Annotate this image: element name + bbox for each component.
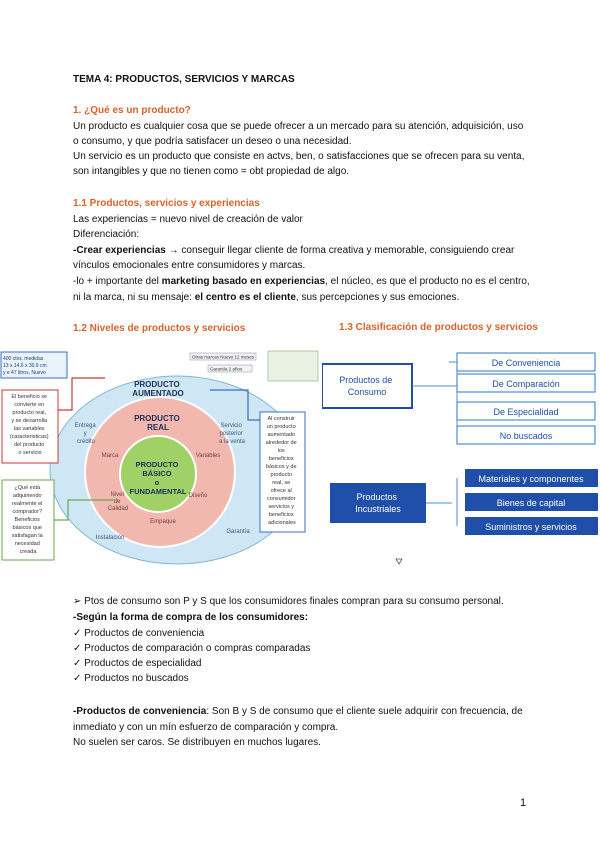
- svg-text:No buscados: No buscados: [499, 431, 553, 441]
- tag-text: Garantía 2 años: [210, 366, 243, 372]
- consumer-products-intro: ➢ Ptos de consumo son P y S que los consumidores finales compran para su consumo personal.: [73, 596, 504, 607]
- section-1-1-heading: 1.1 Productos, servicios y experiencias: [73, 198, 260, 209]
- paragraph-line: Las experiencias = nuevo nivel de creación de valor: [73, 214, 303, 225]
- section-1-heading: 1. ¿Qué es un producto?: [73, 105, 191, 116]
- label-diseno: Diseño: [188, 493, 208, 499]
- note-right-blue-text: Al construir un producto aumentado alrededor de los beneficios básicos y de producto real, se ofrece al consumidor servicios y beneficios adicionales: [265, 416, 297, 526]
- emphasis: marketing basado en experiencias: [161, 276, 326, 287]
- consumo-item: [457, 426, 595, 444]
- core-product-label: PRODUCTO BÁSICO o FUNDAMENTAL: [129, 460, 187, 496]
- label-empaque: Empaque: [150, 519, 176, 525]
- section-1-3-heading: 1.3 Clasificación de productos y servicios: [339, 322, 538, 333]
- label-variables: Variables: [195, 453, 221, 459]
- note-top-text: 400 ctvs. medidas 13 x 14.6 x 30.9 cm y e 47 litros, Nuevo: [3, 356, 47, 376]
- label-nivel-calidad: Nivel de Calidad: [107, 492, 129, 512]
- svg-text:De Comparación: De Comparación: [492, 379, 560, 389]
- label-entrega: Entrega y crédito: [74, 423, 96, 445]
- purchase-form-heading: -Según la forma de compra de los consumidores:: [73, 612, 309, 623]
- paragraph-line: Diferenciación:: [73, 229, 140, 240]
- industriales-item: [465, 469, 598, 487]
- actual-product-label: PRODUCTO REAL: [134, 414, 180, 432]
- consumo-item: [457, 402, 595, 420]
- industriales-label: Productos Incustriales: [355, 492, 401, 514]
- svg-text:Bienes de capital: Bienes de capital: [496, 498, 566, 508]
- emphasis: -Productos de conveniencia: [73, 706, 207, 717]
- list-item: ✓ Productos de especialidad: [73, 658, 202, 669]
- paragraph-line: o consumo, y que podría satisfacer un deseo o una necesidad.: [73, 136, 352, 147]
- page-number: 1: [520, 797, 527, 809]
- consumo-box: [322, 364, 412, 408]
- industriales-box: [330, 483, 426, 523]
- svg-text:Suministros y servicios: Suministros y servicios: [485, 522, 577, 532]
- paragraph-line: [73, 291, 459, 304]
- svg-text:Materiales y componentes: Materiales y componentes: [478, 474, 584, 484]
- classification-diagram: [322, 345, 598, 575]
- paragraph-line: Un producto es cualquier cosa que se puede ofrecer a un mercado para su atención, adquisición, uso: [73, 121, 524, 132]
- label-servicio: Servicio posterior a la venta: [218, 423, 246, 445]
- emphasis: el centro es el cliente: [194, 292, 296, 303]
- label-garantia: Garantía: [226, 529, 250, 535]
- paragraph-line: vínculos emocionales entre consumidores y marcas.: [73, 260, 306, 271]
- text: : Son B y S de consumo que el cliente suele adquirir con frecuencia, de: [206, 706, 523, 717]
- svg-text:De Especialidad: De Especialidad: [493, 407, 559, 417]
- consumo-label: Productos de Consumo: [339, 375, 393, 397]
- text: , el núcleo, es que el producto no es el centro,: [325, 276, 530, 287]
- paragraph-line: Un servicio es un producto que consiste en actvs, ben, o satisfacciones que se ofrecen para su venta,: [73, 151, 525, 162]
- paragraph-line: inmediato y con un mín esfuerzo de comparación y compra.: [73, 722, 339, 733]
- document-title: TEMA 4: PRODUCTOS, SERVICIOS Y MARCAS: [73, 74, 295, 85]
- list-item: ✓ Productos de conveniencia: [73, 628, 205, 639]
- note-left-green-text: ¿Qué está adquiriendo realmente el comprador? Beneficios básicos que satisfagan la necesidad creada: [11, 485, 43, 555]
- text: , sus percepciones y sus emociones.: [295, 292, 460, 303]
- emphasis: -Crear experiencias: [73, 245, 166, 256]
- section-1-2-heading: 1.2 Niveles de productos y servicios: [73, 323, 246, 334]
- note-left-red-text: El beneficio se convierte en producto real, y se desarrolla las variables (caracteristicas) del producto o servicio: [9, 394, 49, 456]
- label-marca: Marca: [101, 453, 119, 459]
- svg-text:De Conveniencia: De Conveniencia: [491, 358, 561, 368]
- consumo-item: [457, 374, 595, 392]
- product-photo-placeholder: [268, 351, 318, 381]
- paragraph-line: [73, 275, 530, 288]
- paragraph-line: [73, 705, 523, 718]
- industriales-item: [465, 517, 598, 535]
- text: → conseguir llegar cliente de forma creativa y memorable, consiguiendo crear: [165, 245, 515, 256]
- anchor-icon: [396, 559, 402, 564]
- tag-text: Otras marcas Nuevo 12 meses: [192, 354, 255, 360]
- text: ni la marca, ni su mensaje:: [73, 292, 195, 303]
- paragraph-line: [73, 244, 514, 257]
- list-item: ✓ Productos no buscados: [73, 673, 189, 684]
- paragraph-line: No suelen ser caros. Se distribuyen en muchos lugares.: [73, 737, 321, 748]
- text: -lo + importante del: [73, 276, 162, 287]
- list-item: ✓ Productos de comparación o compras comparadas: [73, 643, 311, 654]
- paragraph-line: son intangibles y que no tienen como = obt propiedad de algo.: [73, 166, 350, 177]
- label-instalacion: Instalación: [95, 535, 125, 541]
- product-levels-diagram: [0, 340, 332, 578]
- augmented-product-label: PRODUCTO AUMENTADO: [132, 380, 184, 398]
- industriales-item: [465, 493, 598, 511]
